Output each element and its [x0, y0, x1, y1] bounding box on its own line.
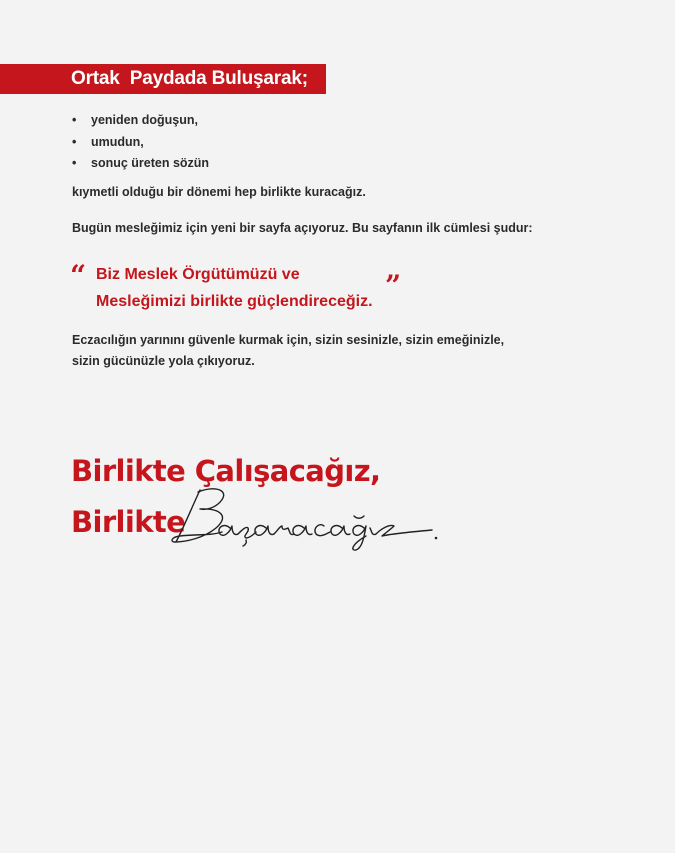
handwritten-signature-basaracagiz: [170, 482, 445, 552]
paragraph-closing-line-1: Eczacılığın yarınını güvenle kurmak için, sizin sesinizle, sizin emeğinizle,: [72, 333, 505, 347]
bullet-text: yeniden doğuşun,: [91, 113, 198, 127]
paragraph-new-page: Bugün mesleğimiz için yeni bir sayfa açıyoruz. Bu sayfanın ilk cümlesi şudur:: [72, 221, 533, 235]
bullet-marker: •: [72, 134, 77, 149]
quote-close-mark: ”: [385, 269, 402, 302]
bullet-text: umudun,: [91, 134, 144, 149]
pull-quote-line-2: Mesleğimizi birlikte güçlendireceğiz.: [96, 293, 373, 310]
paragraph-intro-end: kıymetli olduğu bir dönemi hep birlikte kuracağız.: [72, 185, 366, 199]
bullet-marker: •: [72, 113, 77, 127]
section-banner-title: Ortak Paydada Buluşarak;: [0, 64, 326, 94]
list-item: [72, 132, 209, 154]
headline-line-2: Birlikte: [71, 505, 186, 539]
list-item: [72, 110, 209, 132]
bullet-marker: •: [72, 156, 77, 170]
bullet-list: [72, 110, 209, 175]
list-item: [72, 153, 209, 175]
headline-line-1: Birlikte Çalışacağız,: [71, 454, 381, 488]
quote-open-mark: “: [70, 259, 87, 292]
bullet-text: sonuç üreten sözün: [91, 156, 210, 170]
pull-quote-line-1: Biz Meslek Örgütümüzü ve: [96, 266, 300, 283]
pull-quote: [96, 261, 373, 315]
paragraph-closing-line-2: sizin gücünüzle yola çıkıyoruz.: [72, 354, 255, 368]
paragraph-closing: [72, 330, 504, 372]
